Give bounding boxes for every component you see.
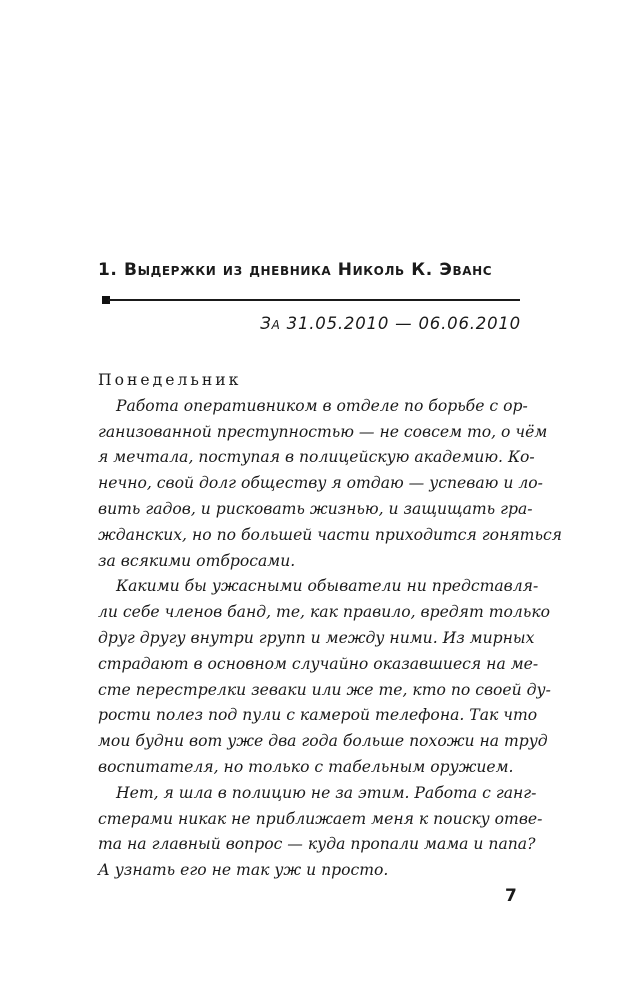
title-divider bbox=[108, 299, 520, 301]
text-line: стерами никак не приближает меня к поиску отве- bbox=[98, 809, 543, 828]
day-heading: Понедельник bbox=[98, 371, 242, 389]
text-line: Работа оперативником в отделе по борьбе с ор- bbox=[116, 396, 528, 415]
text-line: та на главный вопрос — куда пропали мама и папа? bbox=[98, 835, 536, 854]
text-line: ганизованной преступностью — не совсем то, о чём bbox=[98, 422, 548, 441]
date-range: За 31.05.2010 — 06.06.2010 bbox=[260, 314, 521, 333]
chapter-title: 1. Выдержки из дневника Николь К. Эванс bbox=[98, 260, 493, 280]
text-line: страдают в основном случайно оказавшиеся на ме- bbox=[98, 654, 539, 673]
text-line: за всякими отбросами. bbox=[98, 551, 296, 570]
body-text bbox=[98, 368, 562, 884]
text-line: нечно, свой долг обществу я отдаю — успеваю и ло- bbox=[98, 474, 543, 493]
text-line: А узнать его не так уж и просто. bbox=[98, 861, 389, 880]
text-line: я мечтала, поступая в полицейскую академию. Ко- bbox=[98, 448, 535, 467]
text-line: друг другу внутри групп и между ними. Из мирных bbox=[98, 628, 535, 647]
text-line: жданских, но по большей части приходится гоняться bbox=[98, 525, 562, 544]
text-line: Нет, я шла в полицию не за этим. Работа с ганг- bbox=[116, 783, 537, 802]
text-line: рости полез под пули с камерой телефона. Так что bbox=[98, 706, 538, 725]
text-line: Какими бы ужасными обыватели ни представля- bbox=[116, 577, 539, 596]
text-line: мои будни вот уже два года больше похожи на труд bbox=[98, 732, 548, 751]
text-line: вить гадов, и рисковать жизнью, и защищать гра- bbox=[98, 499, 533, 518]
text-line: ли себе членов банд, те, как правило, вредят только bbox=[98, 603, 551, 622]
page-number: 7 bbox=[505, 886, 517, 906]
text-line: сте перестрелки зеваки или же те, кто по своей ду- bbox=[98, 680, 551, 699]
text-line: воспитателя, но только с табельным оружием. bbox=[98, 757, 514, 776]
